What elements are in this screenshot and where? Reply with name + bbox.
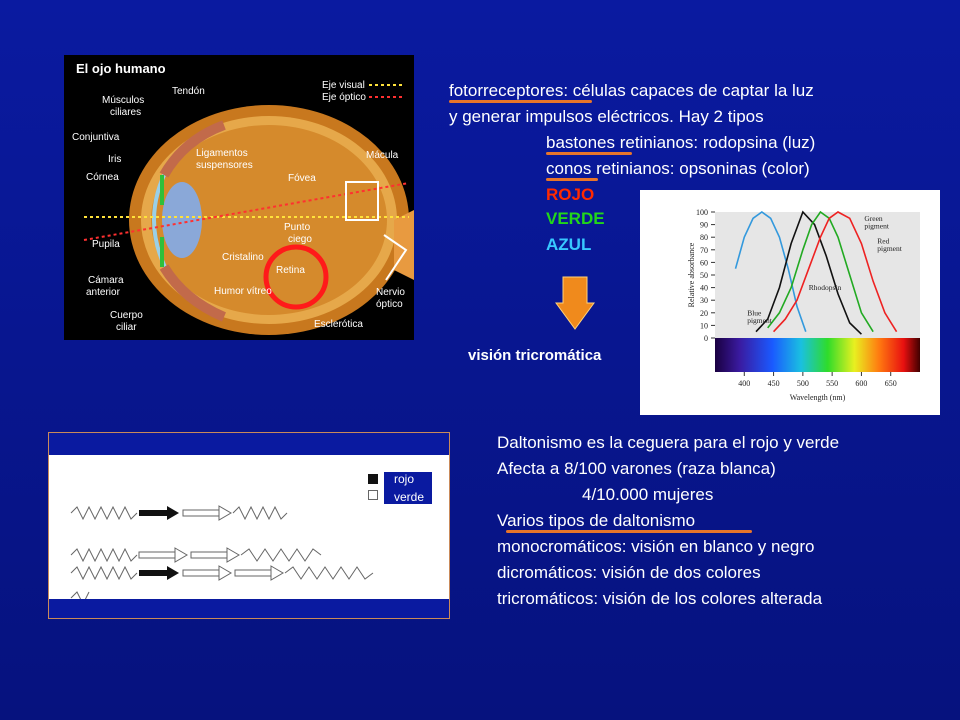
annotation-3-a: Blue: [747, 308, 762, 318]
y-tick-label: 20: [700, 308, 708, 318]
text-varios-tipos: Varios tipos de daltonismo: [497, 511, 696, 530]
label-anterior: anterior: [86, 287, 120, 298]
text-fotorreceptores: fotorreceptores: células capaces de captar la luz: [449, 81, 814, 100]
x-tick-label: 600: [855, 379, 868, 388]
absorbance-chart: [640, 190, 940, 415]
annotation-2: Rhodopsin: [808, 283, 842, 293]
annotation-1-a: Red: [877, 236, 890, 246]
label-suspensores: suspensores: [196, 160, 253, 171]
text-afecta: Afecta a 8/100 varones (raza blanca): [497, 459, 776, 478]
legend-rojo: rojo: [394, 472, 415, 486]
text-bastones: bastones retinianos: rodopsina (luz): [546, 133, 816, 152]
text-impulsos: y generar impulsos eléctricos. Hay 2 tipos: [449, 107, 764, 126]
label-pupila: Pupila: [92, 239, 120, 250]
underline-varios-tipos: [506, 530, 752, 533]
underline-bastones: [546, 152, 632, 155]
y-tick-label: 100: [696, 208, 708, 217]
label-retina: Retina: [276, 265, 305, 276]
label-conjuntiva: Conjuntiva: [72, 132, 120, 143]
y-tick-label: 30: [700, 296, 708, 306]
down-arrow-icon: [555, 275, 595, 331]
text-monocromaticos: monocromáticos: visión en blanco y negro: [497, 537, 815, 556]
label-punto: Punto: [284, 222, 311, 233]
label-fovea: Fóvea: [288, 173, 316, 184]
text-daltonismo: Daltonismo es la ceguera para el rojo y verde: [497, 433, 840, 452]
x-tick-label: 550: [826, 379, 839, 388]
x-axis-label: Wavelength (nm): [789, 393, 846, 402]
spectrum-bar: [715, 338, 920, 372]
label-humor-vitreo: Humor vítreo: [214, 286, 272, 297]
legend-swatch-rojo: [368, 474, 378, 484]
annotation-3-b: pigment: [747, 315, 772, 325]
label-ciliares: ciliares: [110, 107, 142, 118]
label-eje-optico: Eje óptico: [322, 92, 366, 103]
text-mujeres: 4/10.000 mujeres: [582, 485, 714, 504]
y-tick-label: 0: [704, 334, 708, 343]
y-tick-label: 90: [700, 220, 708, 230]
y-tick-label: 10: [700, 321, 708, 331]
y-axis-label: Relative absorbance: [687, 242, 696, 308]
annotation-0-a: Green: [864, 213, 883, 223]
y-tick-label: 60: [700, 258, 708, 268]
underline-fotorreceptores: [449, 100, 592, 103]
label-cristalino: Cristalino: [222, 252, 264, 263]
label-musculos: Músculos: [102, 95, 145, 106]
label-ligamentos: Ligamentos: [196, 148, 248, 159]
y-tick-label: 50: [700, 271, 708, 280]
label-macula: Mácula: [366, 150, 399, 161]
label-ciliar: ciliar: [116, 322, 137, 333]
label-eje-visual: Eje visual: [322, 80, 365, 91]
label-iris: Iris: [108, 154, 122, 165]
text-vision-tricromatica: visión tricromática: [468, 347, 602, 364]
underline-conos: [546, 178, 598, 181]
cone-diagram: [48, 432, 450, 619]
y-tick-label: 40: [700, 283, 708, 293]
text-verde: VERDE: [546, 209, 605, 228]
text-rojo: ROJO: [546, 185, 595, 204]
text-dicromaticos: dicromáticos: visión de dos colores: [497, 563, 761, 582]
annotation-1-b: pigment: [877, 244, 902, 254]
y-tick-label: 70: [700, 245, 708, 255]
x-tick-label: 650: [884, 379, 897, 388]
legend-swatch-verde: [368, 490, 378, 500]
text-tricromaticos: tricromáticos: visión de los colores alterada: [497, 589, 823, 608]
label-cornea: Córnea: [86, 172, 119, 183]
x-tick-label: 400: [738, 379, 751, 388]
label-esclerotica: Esclerótica: [314, 319, 363, 330]
x-tick-label: 450: [767, 379, 780, 388]
label-tendon: Tendón: [172, 86, 205, 97]
legend-verde: verde: [394, 490, 425, 504]
label-camara: Cámara: [88, 275, 124, 286]
cone-row-3-signal: [49, 563, 449, 583]
cone-row-2: [71, 548, 321, 562]
label-nervio: Nervio: [376, 287, 405, 298]
cone-row-3: [71, 592, 89, 599]
cone-row-1: [71, 506, 287, 520]
chart-svg: [640, 190, 940, 415]
annotation-0-b: pigment: [864, 221, 889, 231]
label-ciego: ciego: [288, 234, 312, 245]
label-optico: óptico: [376, 299, 403, 310]
text-azul: AZUL: [546, 235, 592, 254]
x-tick-label: 500: [796, 379, 809, 388]
y-tick-label: 80: [700, 233, 708, 243]
eye-title: El ojo humano: [76, 61, 166, 76]
eye-diagram: [64, 55, 414, 340]
label-cuerpo: Cuerpo: [110, 310, 143, 321]
text-conos: conos retinianos: opsoninas (color): [546, 159, 810, 178]
